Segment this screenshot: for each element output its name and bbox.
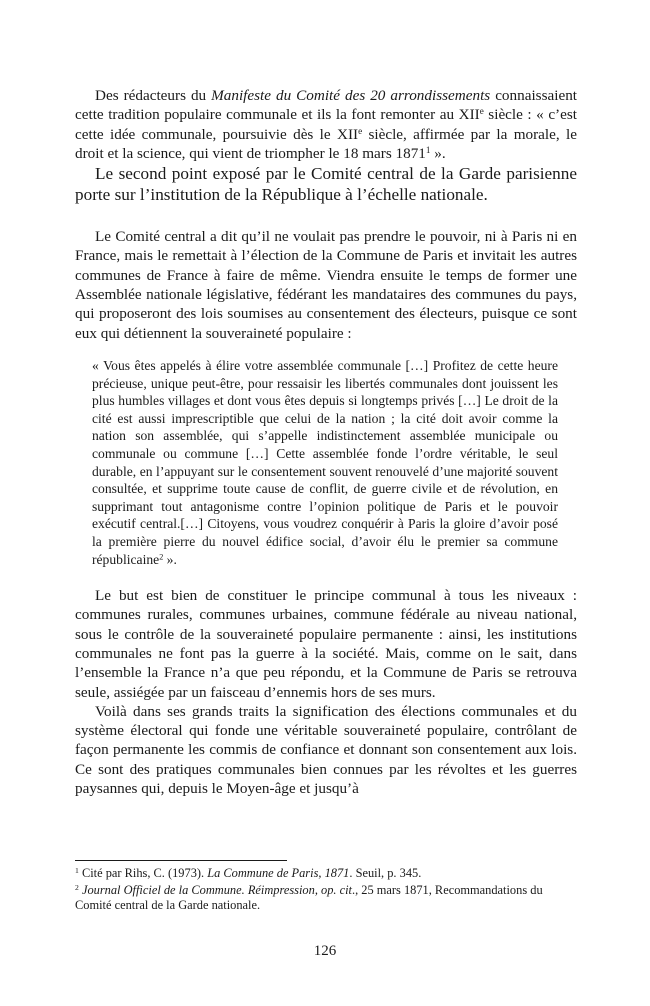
book-title: Manifeste du Comité des 20 arrondissements — [211, 87, 491, 104]
paragraph-principe-communal: Le but est bien de constituer le principe communal à tous les niveaux : communes rurales, communes urbaines, commune fédérale au niveau national, sous le contrôle de la souveraineté populaire permanente : ainsi, les institutions communales ne font pas la guerre à la société. Mais, comme on le sait, dans l’ensemble la France n’a que peu répondu, et la Commune de Paris se retrouva seule, assiégée par un faisceau d’ennemis hors de ses murs. — [75, 587, 577, 701]
paragraph-comite-central: Le Comité central a dit qu’il ne voulait pas prendre le pouvoir, ni à Paris ni en France, mais le remettait à l’élection de la Commune de Paris et invitait les autres communes de France à faire de même. Viendra ensuite le temps de former une Assemblée nationale législative, fédérant les mandataires des communes du pays, qui proposeront des lois soumises au consentement des électeurs, puisque ce sont eux qui détiennent la souveraineté populaire : — [75, 228, 577, 342]
text-run: . Seuil, p. 345. — [349, 866, 422, 880]
book-title: La Commune de Paris, 1871 — [207, 866, 350, 880]
main-text — [75, 86, 577, 798]
footnote-number: 2 — [75, 882, 79, 892]
text-run: Des rédacteurs du — [95, 87, 212, 104]
text-run: siècle, affirmée par la morale, le droit et la science, qui vient de triompher le 18 mars 1871 — [75, 125, 577, 162]
block-quote — [92, 357, 558, 568]
footnote-1 — [75, 866, 577, 882]
footnotes — [75, 866, 577, 915]
footnote-divider — [75, 860, 287, 861]
book-title: Journal Officiel de la Commune. Réimpression, op. cit — [81, 882, 352, 897]
superscript: e — [479, 106, 484, 117]
footnote-2 — [75, 883, 577, 914]
paragraph-manifeste — [75, 86, 577, 163]
paragraph-second-point: Le second point exposé par le Comité central de la Garde parisienne porte sur l’institution de la République à l’échelle nationale. — [75, 164, 577, 205]
paragraph-signification: Voilà dans ses grands traits la signification des élections communales et du système électoral qui fonde une véritable souveraineté populaire, contrôlant de façon permanente les commis de confiance et donnant son consentement aux lois. Ce sont des pratiques communales bien connues par les révoltes et les guerres paysannes qui, depuis le Moyen-âge et jusqu’à — [75, 702, 577, 798]
text-run: siècle : « c’est cette idée communale, poursuivie dès le XII — [75, 106, 577, 143]
footnote-ref-2[interactable]: 2 — [159, 552, 164, 562]
text-run: ». — [430, 144, 446, 162]
text-run: ., 25 mars 1871, Recommandations du Comité central de la Garde nationale. — [75, 882, 543, 912]
page-number: 126 — [313, 943, 337, 959]
text-run: connaissaient cette tradition populaire communale et ils la font remonter au XII — [75, 87, 578, 124]
text-run: « Vous êtes appelés à élire votre assemblée communale […] Profitez de cette heure précieuse, unique peut-être, pour ressaisir les libertés communales dont jouissent les plus humbles villages et dont vous êtes depuis si longtemps privés […] Le droit de la cité est aussi imprescriptible que celui de la nation ; la cité doit avoir comme la nation son assemblée, qui s’appelle indistinctement assemblée municipale ou communale ou commune […] Cette assemblée fonde l’ordre véritable, le seul durable, en l’appuyant sur le consentement souvent renouvelé d’une majorité souvent consultée, et supprime toute cause de conflit, de guerre civile et de révolution, en supprimant tout antagonisme contre l’opinion politique de Paris et le pouvoir exécutif central.[…] Citoyens, vous voudrez conquérir à Paris la gloire d’avoir posé la première pierre du nouvel édifice social, d’avoir élu le premier sa commune républicaine — [92, 357, 558, 567]
footnote-ref-1[interactable]: 1 — [425, 144, 431, 155]
footnote-number: 1 — [75, 865, 79, 875]
text-run: Cité par Rihs, C. (1973). — [78, 866, 208, 880]
text-run: ». — [163, 551, 177, 567]
superscript: e — [358, 125, 363, 136]
quote-text — [92, 357, 558, 568]
